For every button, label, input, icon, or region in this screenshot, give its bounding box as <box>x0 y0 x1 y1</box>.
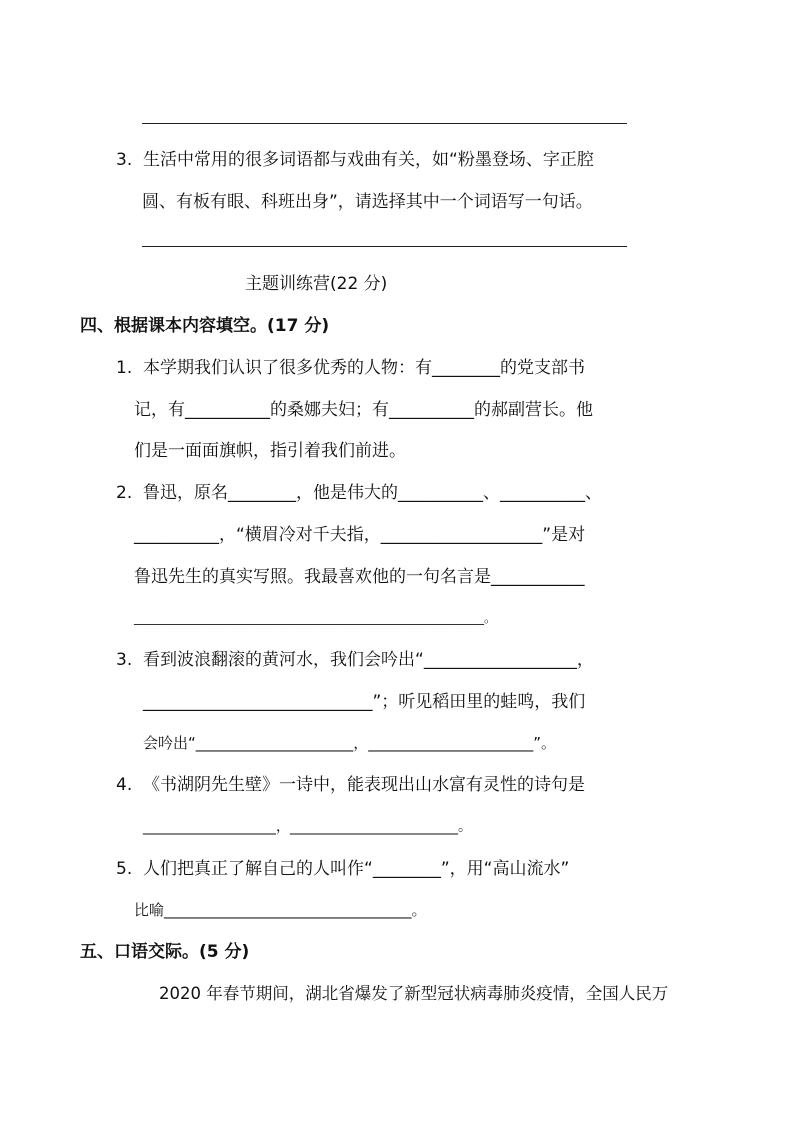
s4-q3-line2: ___________________________”；听见稻田里的蛙鸣，我们 <box>143 692 586 712</box>
s4-q3-line1: 3. 看到波浪翻滚的黄河水，我们会吟出“__________________， <box>116 650 594 670</box>
s4-q3-line3: 会吟出“_____________________，______________________”。 <box>143 734 557 752</box>
answer-line-top <box>142 123 627 124</box>
s4-q5-line2: 比喻_________________________________。 <box>134 901 427 919</box>
theme-title: 主题训练营(22 分) <box>245 274 388 294</box>
q3-line2: 圆、有板有眼、科班出身”，请选择其中一个词语写一句话。 <box>142 192 593 212</box>
s4-q1-line1: 1. 本学期我们认识了很多优秀的人物：有________的党支部书 <box>116 358 586 378</box>
section5-heading: 五、口语交际。(5 分) <box>80 942 250 962</box>
s4-q4-line1: 4. 《书湖阴先生壁》一诗中，能表现出山水富有灵性的诗句是 <box>116 775 586 795</box>
q3-answer-line <box>142 246 627 247</box>
s4-q2-line3: 鲁迅先生的真实写照。我最喜欢他的一句名言是___________ <box>134 567 585 587</box>
s4-q2-line2: __________，“横眉冷对千夫指，___________________”是对 <box>134 525 586 545</box>
section5-paragraph-line1: 2020 年春节期间，湖北省爆发了新型冠状病毒肺炎疫情，全国人民万 <box>159 984 669 1003</box>
s4-q2-line1: 2. 鲁迅，原名________，他是伟大的__________、__________、 <box>116 483 603 503</box>
s4-q4-line2: ___________________，________________________。 <box>143 819 472 835</box>
s4-q5-line1: 5. 人们把真正了解自己的人叫作“________”，用“高山流水” <box>116 859 570 879</box>
section4-heading: 四、根据课本内容填空。(17 分) <box>80 316 330 336</box>
q3-line1: 3. 生活中常用的很多词语都与戏曲有关，如“粉墨登场、字正腔 <box>116 150 594 170</box>
s4-q1-line2: 记，有__________的桑娜夫妇；有__________的郝副营长。他 <box>134 400 593 420</box>
s4-q2-line4: ________________________________________________________。 <box>134 610 497 625</box>
s4-q1-line3: 们是一面面旗帜，指引着我们前进。 <box>134 441 406 461</box>
